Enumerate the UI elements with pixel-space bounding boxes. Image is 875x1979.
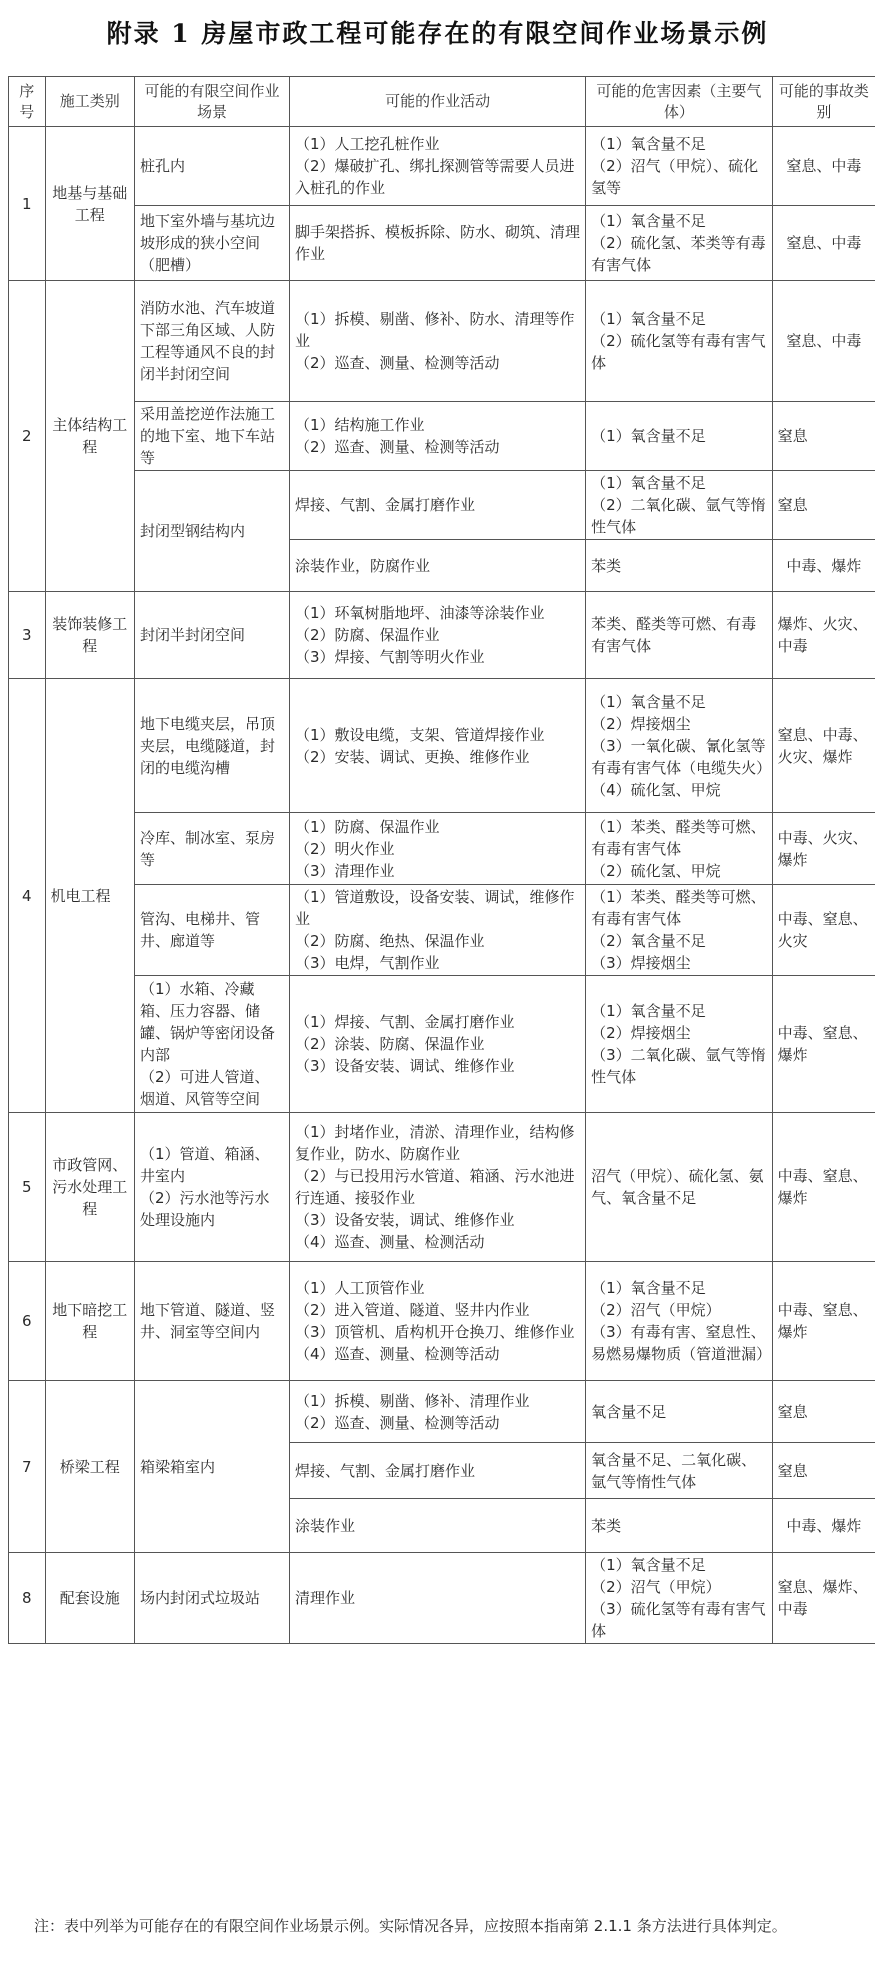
cell-line: （2）二氧化碳、氩气等惰性气体 [591,496,766,536]
cell-line: （1）防腐、保温作业 [295,817,440,836]
activity-cell [290,813,586,885]
scene-cell: 地下电缆夹层，吊顶夹层，电缆隧道，封闭的电缆沟槽 [135,679,290,813]
table-row [9,1381,875,1443]
accident-cell: 窒息、中毒 [772,206,875,281]
seq-cell: 1 [9,127,46,281]
cell-line: （2）焊接烟尘 [591,714,691,733]
cell-line: （1）氧含量不足 [591,474,706,492]
header-category: 施工类别 [45,77,134,127]
activity-cell: 脚手架搭拆、模板拆除、防水、砌筑、清理作业 [290,206,586,281]
activity-cell: 焊接、气割、金属打磨作业 [290,471,586,540]
cell-line: （1）氧含量不足 [591,310,706,328]
hazard-cell: 沼气（甲烷）、硫化氢、氨气、氧含量不足 [586,1113,773,1262]
page-title: 附录 1 房屋市政工程可能存在的有限空间作业场景示例 [106,19,769,48]
cell-line: （1）人工顶管作业 [295,1279,425,1297]
cell-line: （2）防腐、保温作业 [295,626,440,644]
activity-cell [290,1381,586,1443]
cell-line: （2）与已投用污水管道、箱涵、污水池进行连通、接驳作业 [295,1167,575,1207]
accident-cell: 中毒、窒息、火灾 [772,885,875,976]
cell-line: （2）爆破扩孔、绑扎探测管等需要人员进入桩孔的作业 [295,157,575,197]
hazard-cell [586,679,773,813]
cell-line: （1）焊接、气割、金属打磨作业 [295,1013,515,1031]
accident-cell: 中毒、火灾、爆炸 [772,813,875,885]
cell-line: （3）设备安装、调试、维修作业 [295,1057,515,1075]
accident-cell: 中毒、窒息、爆炸 [772,976,875,1113]
accident-cell: 中毒、窒息、爆炸 [772,1113,875,1262]
cell-line: （1）氧含量不足 [591,212,706,230]
cell-line: （1）拆模、剔凿、修补、清理作业 [295,1391,530,1410]
hazard-cell: 氧含量不足、二氧化碳、氩气等惰性气体 [586,1443,773,1499]
activity-cell [290,127,586,206]
accident-cell: 中毒、爆炸 [772,540,875,592]
activity-cell [290,976,586,1113]
seq-cell: 3 [9,592,46,679]
hazard-cell [586,1262,773,1381]
scene-cell: 桩孔内 [135,127,290,206]
hazard-cell [586,471,773,540]
category-cell: 配套设施 [45,1553,134,1644]
cell-line: （3）清理作业 [295,861,395,880]
accident-cell: 窒息、中毒 [772,281,875,402]
cell-line: （1）氧含量不足 [591,135,706,153]
cell-line: （2）沼气（甲烷） [591,1578,721,1596]
cell-line: （1）人工挖孔桩作业 [295,135,440,153]
cell-line: （4）巡查、测量、检测活动 [295,1233,485,1251]
cell-line: （3）设备安装，调试、维修作业 [295,1211,515,1229]
scene-cell: 采用盖挖逆作法施工的地下室、地下车站等 [135,402,290,471]
seq-cell: 8 [9,1553,46,1644]
cell-line: （1）苯类、醛类等可燃、有毒有害气体 [591,817,766,858]
scene-cell [135,976,290,1113]
scene-cell: 消防水池、汽车坡道下部三角区域、人防工程等通风不良的封闭半封闭空间 [135,281,290,402]
cell-line: （3）硫化氢等有毒有害气体 [591,1600,766,1640]
cell-line: （2）涂装、防腐、保温作业 [295,1035,485,1053]
hazard-cell [586,206,773,281]
cell-line: （2）可进人管道、烟道、风管等空间 [140,1068,270,1108]
cell-line: （3）焊接、气割等明火作业 [295,648,485,666]
table-row [9,1553,875,1644]
scene-cell: 箱梁箱室内 [135,1381,290,1553]
cell-line: （1）管道、箱涵、井室内 [140,1145,270,1185]
scene-cell: 封闭半封闭空间 [135,592,290,679]
category-cell: 主体结构工程 [45,281,134,592]
activity-cell [290,679,586,813]
table-row [9,1262,875,1381]
table-row [9,1113,875,1262]
table-row [9,471,875,540]
scene-cell [135,1113,290,1262]
activity-cell [290,281,586,402]
activity-cell [290,885,586,976]
table-row [9,402,875,471]
table-row [9,592,875,679]
cell-line: （2）硫化氢、苯类等有毒有害气体 [591,234,766,274]
cell-line: （3）电焊，气割作业 [295,954,440,972]
hazard-cell: 苯类 [586,1499,773,1553]
accident-cell: 爆炸、火灾、中毒 [772,592,875,679]
header-row [9,77,875,127]
accident-cell: 窒息 [772,1381,875,1443]
hazard-cell: 苯类 [586,540,773,592]
cell-line: （2）焊接烟尘 [591,1024,691,1042]
accident-cell: 窒息 [772,402,875,471]
cell-line: （2）巡查、测量、检测等活动 [295,354,500,372]
accident-cell: 窒息、爆炸、中毒 [772,1553,875,1644]
hazard-cell [586,885,773,976]
header-seq: 序号 [9,77,46,127]
header-activity: 可能的作业活动 [290,77,586,127]
category-cell: 装饰装修工程 [45,592,134,679]
scenario-table [8,76,875,1644]
cell-line: （1）结构施工作业 [295,416,425,434]
scene-cell: 封闭型钢结构内 [135,471,290,592]
activity-cell [290,592,586,679]
hazard-cell [586,976,773,1113]
cell-line: （2）硫化氢等有毒有害气体 [591,332,766,372]
activity-cell [290,1113,586,1262]
hazard-cell [586,1553,773,1644]
scene-cell: 场内封闭式垃圾站 [135,1553,290,1644]
activity-cell [290,402,586,471]
cell-line: （2）安装、调试、更换、维修作业 [295,747,530,766]
accident-cell: 中毒、窒息、爆炸 [772,1262,875,1381]
cell-line: （1）苯类、醛类等可燃、有毒有害气体 [591,888,766,928]
cell-line: （2）硫化氢、甲烷 [591,861,721,880]
table-row [9,679,875,813]
cell-line: （2）进入管道、隧道、竖井内作业 [295,1301,530,1319]
cell-line: （1）封堵作业，清淤、清理作业，结构修复作业，防水、防腐作业 [295,1123,575,1163]
seq-cell: 7 [9,1381,46,1553]
accident-cell: 窒息 [772,1443,875,1499]
cell-line: （2）沼气（甲烷）、硫化氢等 [591,157,759,197]
header-scene: 可能的有限空间作业场景 [135,77,290,127]
activity-cell: 焊接、气割、金属打磨作业 [290,1443,586,1499]
cell-line: （3）焊接烟尘 [591,954,691,972]
header-accident: 可能的事故类别 [772,77,875,127]
cell-line: （1）管道敷设，设备安装、调试，维修作业 [295,888,575,928]
category-cell: 桥梁工程 [45,1381,134,1553]
table-row [9,127,875,206]
seq-cell: 2 [9,281,46,592]
cell-line: （3）顶管机、盾构机开仓换刀、维修作业 [295,1323,575,1341]
hazard-cell [586,813,773,885]
seq-cell: 5 [9,1113,46,1262]
table-row [9,206,875,281]
scene-cell: 地下管道、隧道、竖井、洞室等空间内 [135,1262,290,1381]
cell-line: （1）氧含量不足 [591,692,706,711]
accident-cell: 窒息 [772,471,875,540]
table-row [9,885,875,976]
cell-line: （3）有毒有害、窒息性、易燃易爆物质（管道泄漏） [591,1323,772,1363]
cell-line: （2）防腐、绝热、保温作业 [295,932,485,950]
accident-cell: 中毒、爆炸 [772,1499,875,1553]
category-cell: 地基与基础工程 [45,127,134,281]
hazard-cell [586,281,773,402]
cell-line: （3）二氧化碳、氩气等惰性气体 [591,1046,766,1086]
cell-line: （3）一氧化碳、氰化氢等有毒有害气体（电缆失火） [591,736,772,777]
header-hazard: 可能的危害因素（主要气体） [586,77,773,127]
activity-cell [290,1262,586,1381]
seq-cell: 6 [9,1262,46,1381]
cell-line: （1）氧含量不足 [591,1556,706,1574]
footnote: 注：表中列举为可能存在的有限空间作业场景示例。实际情况各异，应按照本指南第 2.1.1 条方法进行具体判定。 [34,1917,787,1935]
cell-line: （2）氧含量不足 [591,932,706,950]
hazard-cell: （1）氧含量不足 [586,402,773,471]
category-cell: 机电工程 [45,679,134,1113]
cell-line: （1）氧含量不足 [591,1002,706,1020]
hazard-cell: 苯类、醛类等可燃、有毒有害气体 [586,592,773,679]
cell-line: （1）水箱、冷藏箱、压力容器、储罐、锅炉等密闭设备内部 [140,980,276,1064]
category-cell: 地下暗挖工程 [45,1262,134,1381]
table-row [9,976,875,1113]
hazard-cell: 氧含量不足 [586,1381,773,1443]
accident-cell: 窒息、中毒、火灾、爆炸 [772,679,875,813]
table-row [9,813,875,885]
cell-line: （2）明火作业 [295,839,395,858]
activity-cell: 涂装作业，防腐作业 [290,540,586,592]
scene-cell: 管沟、电梯井、管井、廊道等 [135,885,290,976]
cell-line: （1）拆模、剔凿、修补、防水、清理等作业 [295,310,575,350]
activity-cell: 涂装作业 [290,1499,586,1553]
cell-line: （1）氧含量不足 [591,1279,706,1297]
cell-line: （2）巡查、测量、检测等活动 [295,438,500,456]
cell-line: （1）敷设电缆，支架、管道焊接作业 [295,725,545,744]
cell-line: （2）污水池等污水处理设施内 [140,1189,270,1229]
seq-cell: 4 [9,679,46,1113]
table-row [9,281,875,402]
hazard-cell [586,127,773,206]
cell-line: （2）巡查、测量、检测等活动 [295,1413,500,1432]
activity-cell: 清理作业 [290,1553,586,1644]
scene-cell: 地下室外墙与基坑边坡形成的狭小空间（肥槽） [135,206,290,281]
cell-line: （1）环氧树脂地坪、油漆等涂装作业 [295,604,545,622]
scene-cell: 冷库、制冰室、泵房等 [135,813,290,885]
accident-cell: 窒息、中毒 [772,127,875,206]
cell-line: （2）沼气（甲烷） [591,1301,721,1319]
cell-line: （4）巡查、测量、检测等活动 [295,1345,500,1363]
cell-line: （4）硫化氢、甲烷 [591,780,721,799]
category-cell: 市政管网、污水处理工程 [45,1113,134,1262]
